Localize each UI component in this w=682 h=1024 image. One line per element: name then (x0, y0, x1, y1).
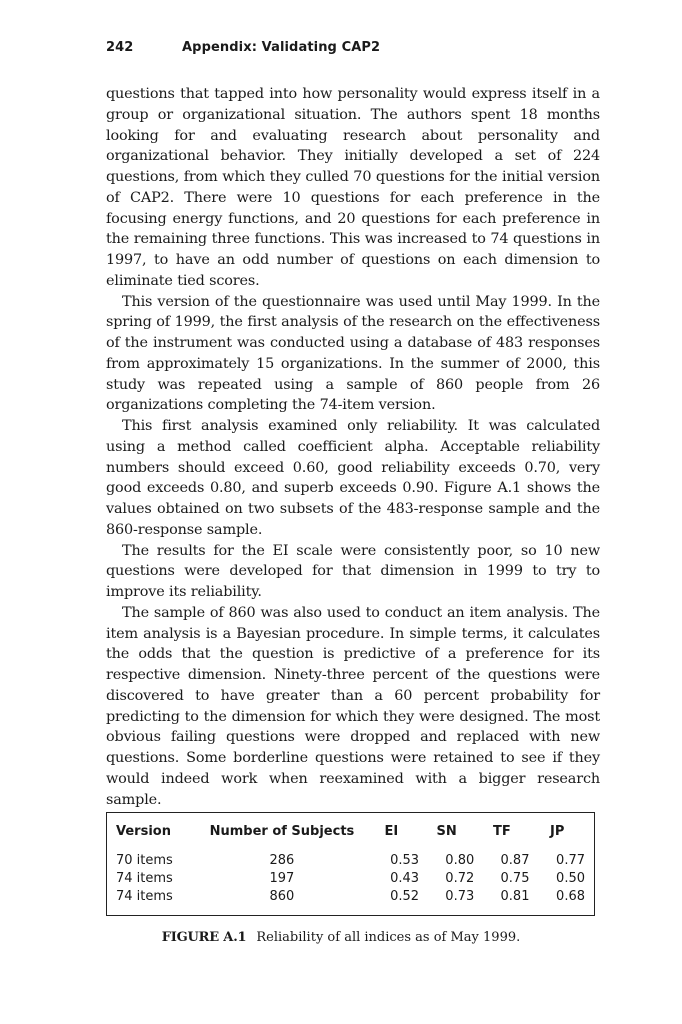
header-subjects: Number of Subjects (209, 823, 355, 839)
header-tf: TF (492, 823, 511, 839)
cell-ei: 0.53 (390, 852, 420, 868)
figure-caption (0, 930, 682, 945)
table-header-row (107, 822, 594, 851)
cell-subjects: 197 (269, 870, 295, 886)
header-jp: JP (550, 823, 565, 839)
paragraph-3: This first analysis examined only reliability. It was calculated using a method called coefficient alpha. Acceptable reliability numbers should exceed 0.60, good reliability exceeds 0.70, very good exceeds 0.80, and superb exceeds 0.90. Figure A.1 shows the values obtained on two subsets of the 483-response sample and the 860-response sample. (106, 418, 600, 538)
table-row (107, 851, 594, 869)
header-version: Version (116, 823, 171, 839)
cell-subjects: 860 (269, 888, 295, 904)
reliability-table-grid (107, 822, 594, 905)
page-number: 242 (106, 40, 134, 55)
running-head (106, 40, 380, 55)
body-text (106, 84, 600, 810)
cell-sn: 0.73 (445, 888, 475, 904)
reliability-table (106, 812, 595, 916)
paragraph-4: The results for the EI scale were consistently poor, so 10 new questions were developed for that dimension in 1999 to try to improve its reliability. (106, 542, 600, 600)
cell-jp: 0.50 (556, 870, 585, 886)
cell-ei: 0.52 (390, 888, 420, 904)
cell-version: 70 items (116, 852, 173, 868)
paragraph-5: The sample of 860 was also used to conduct an item analysis. The item analysis is a Bayesian procedure. In simple terms, it calculates the odds that the question is predictive of a preference for its respective dimension. Ninety-three percent of the questions were discovered to have greater than a 60 percent probability for predicting to the dimension for which they were designed. The most obvious failing questions were dropped and replaced with new questions. Some borderline questions were retained to see if they would indeed work when reexamined with a bigger research sample. (106, 604, 600, 808)
cell-jp: 0.77 (556, 852, 585, 868)
cell-version: 74 items (116, 870, 173, 886)
cell-tf: 0.75 (500, 870, 530, 886)
caption-label: FIGURE A.1 (161, 930, 247, 945)
cell-version: 74 items (116, 888, 173, 904)
cell-sn: 0.72 (445, 870, 475, 886)
header-sn: SN (436, 823, 457, 839)
running-title: Appendix: Validating CAP2 (182, 40, 381, 55)
paragraph-1: questions that tapped into how personality would express itself in a group or organizational situation. The authors spent 18 months looking for and evaluating research about personality and organizational behavior. They initially developed a set of 224 questions, from which they culled 70 questions for the initial version of CAP2. There were 10 questions for each preference in the focusing energy functions, and 20 questions for each preference in the remaining three functions. This was increased to 74 questions in 1997, to have an odd number of questions on each dimension to eliminate tied scores. (106, 86, 600, 289)
cell-jp: 0.68 (556, 888, 585, 904)
header-ei: EI (384, 823, 399, 839)
cell-tf: 0.87 (500, 852, 530, 868)
cell-ei: 0.43 (390, 870, 420, 886)
paragraph-2: This version of the questionnaire was used until May 1999. In the spring of 1999, the first analysis of the research on the effectiveness of the instrument was conducted using a database of 483 responses from approximately 15 organizations. In the summer of 2000, this study was repeated using a sample of 860 people from 26 organizations completing the 74-item version. (106, 293, 600, 414)
table-row (107, 869, 594, 887)
caption-text: Reliability of all indices as of May 1999. (256, 930, 521, 945)
cell-tf: 0.81 (500, 888, 530, 904)
table-row (107, 887, 594, 905)
cell-sn: 0.80 (445, 852, 475, 868)
cell-subjects: 286 (269, 852, 295, 868)
